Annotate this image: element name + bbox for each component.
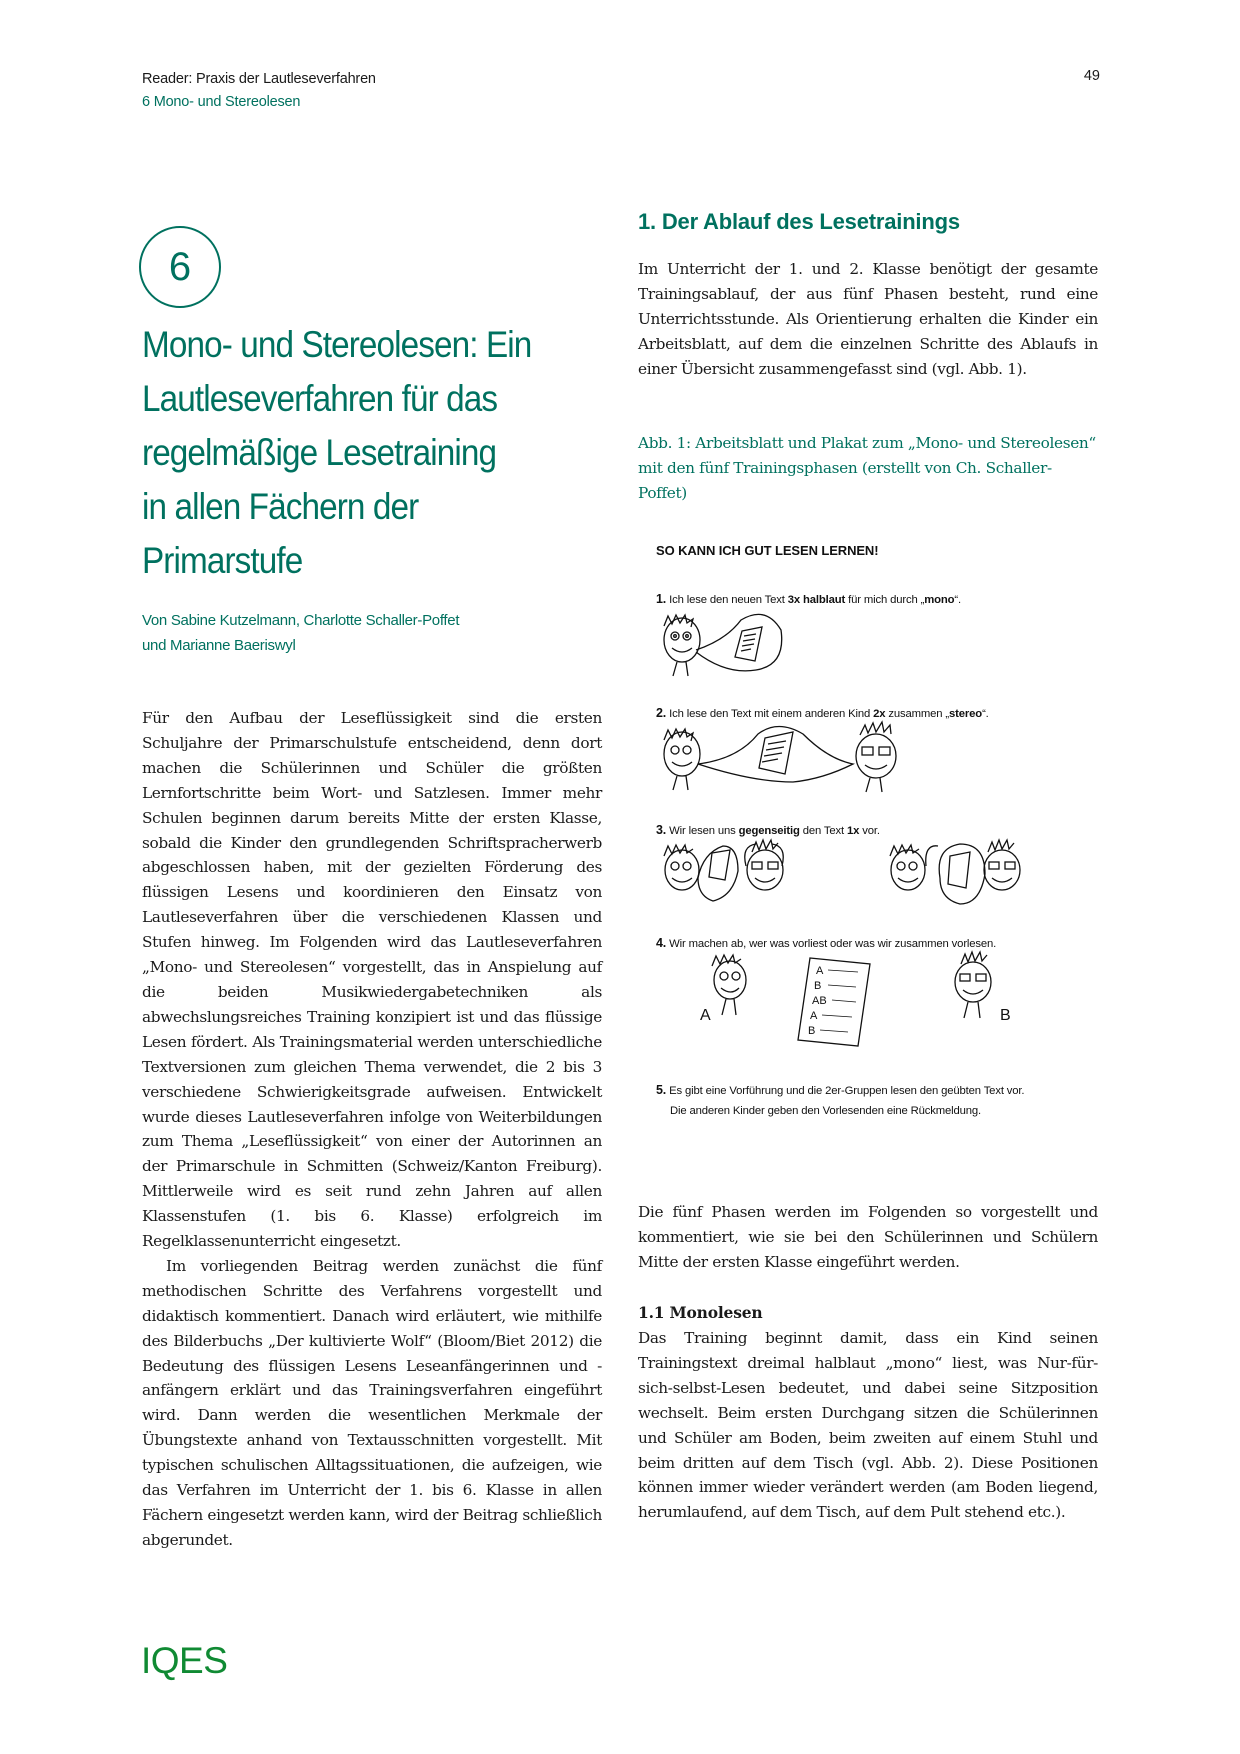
- figure-caption: Abb. 1: Arbeitsblatt und Plakat zum „Mono- und Stereolesen“ mit den fünf Trainingsphasen (erstellt von Ch. Schaller-Poffet): [638, 434, 1096, 502]
- phases-intro-paragraph: Die fünf Phasen werden im Folgenden so vorgestellt und kommentiert, wie sie bei den Schülerinnen und Schülern Mitte der ersten Klasse eingeführt werden.: [638, 1203, 1098, 1271]
- page-number: 49: [1083, 68, 1100, 84]
- worksheet-step-4: 4. Wir machen ab, wer was vorliest oder was wir zusammen vorlesen.: [656, 936, 997, 950]
- section-heading: 1. Der Ablauf des Lesetrainings: [638, 209, 960, 234]
- title-line: Primarstufe: [142, 540, 303, 581]
- running-title: Reader: Praxis der Lautleseverfahren: [142, 71, 376, 87]
- chapter-number-badge: [139, 226, 221, 308]
- article-title: [142, 318, 610, 588]
- sheet-row-label: AB: [812, 995, 827, 1007]
- child-label-b: B: [1000, 1007, 1011, 1024]
- child-label-a: A: [700, 1007, 711, 1024]
- authors-byline: [142, 608, 582, 658]
- speech-bubble-icon: [698, 846, 738, 901]
- sheet-row-label: A: [816, 965, 824, 977]
- sheet-row-label: B: [814, 980, 822, 992]
- running-chapter-label: 6 Mono- und Stereolesen: [142, 94, 301, 110]
- worksheet-step-1: 1. Ich lese den neuen Text 3x halblaut für mich durch „mono“.: [656, 592, 961, 606]
- overview-paragraph: Im vorliegenden Beitrag werden zunächst die fünf methodischen Schritte des Verfahrens vorgestellt und didaktisch kommentiert. Danach wird erläutert, wie mithilfe des Bilderbuchs „Der kultivierte Wolf“ (Bloom/Biet 2012) die Bedeutung des flüssigen Lesens Leseanfängerinnen und -anfängern erklärt und das Trainingsverfahren eingeführt wird. Dann werden die wesentlichen Merkmale der Übungstexte anhand von Textausschnitten vorgestellt. Mit typischen schulischen Alltagssituationen, die aufzeigen, wie das Verfahren im Unterricht der 1. bis 6. Klasse in allen Fächern eingesetzt werden kann, wird der Beitrag schließlich abgerundet.: [142, 1256, 602, 1549]
- text-sheet-icon: [759, 732, 793, 774]
- worksheet-step-2: 2. Ich lese den Text mit einem anderen Kind 2x zusammen „stereo“.: [656, 706, 989, 720]
- stereo-reading-illustration: [650, 720, 950, 815]
- worksheet-step-5-line-2: Die anderen Kinder geben den Vorlesenden eine Rückmeldung.: [670, 1105, 981, 1117]
- sheet-row-label: B: [808, 1025, 816, 1037]
- running-header: [142, 68, 376, 114]
- title-line: in allen Fächern der: [142, 486, 419, 527]
- worksheet-step-5: 5. Es gibt eine Vorführung und die 2er-Gruppen lesen den geübten Text vor.: [656, 1083, 1025, 1097]
- listening-ear-icon: [926, 846, 938, 866]
- subsection-heading: 1.1 Monolesen: [638, 1303, 763, 1322]
- authors-line: und Marianne Baeriswyl: [142, 637, 296, 654]
- sheet-row-label: A: [810, 1010, 818, 1022]
- iqes-logo: IQES: [141, 1640, 228, 1681]
- section-intro-paragraph: Im Unterricht der 1. und 2. Klasse benötigt der gesamte Trainingsablauf, der aus fünf Phasen besteht, rund eine Unterrichtsstunde. Als Orientierung erhalten die Kinder ein Arbeitsblatt, auf dem die einzelnen Schritte des Ablaufs in einer Übersicht zusammengefasst sind (vgl. Abb. 1).: [638, 260, 1098, 378]
- title-line: regelmäßige Lesetraining: [142, 432, 497, 473]
- intro-paragraph: Für den Aufbau der Leseflüssigkeit sind die ersten Schuljahre der Primarschulstufe entscheidend, denn dort machen die Schülerinnen und Schüler die größten Lernfortschritte beim Wort- und Satzlesen. Immer mehr Schulen beginnen darum bereits Mitte der ersten Klasse, sobald die Kinder den grundlegenden Schriftspracherwerb abgeschlossen haben, mit der gezielten Förderung des flüssigen Lesens und koordinieren den Einsatz von Lautleseverfahren über die verschiedenen Klassen und Stufen hinweg. Im Folgenden wird das Lautleseverfahren „Mono- und Stereolesen“ vorgestellt, das in Anspielung auf die beiden Musikwiedergabetechniken als abwechslungsreiches Training konzipiert ist und das flüssige Lesen fördert. Als Trainingsmaterial werden unterschiedliche Textversionen zum gleichen Thema verwendet, die 2 bis 3 verschiedene Schwierigkeitsgrade aufweisen. Entwickelt wurde dieses Lautleseverfahren infolge von Weiterbildungen zum Thema „Leseflüssigkeit“ von einer der Autorinnen an der Primarschule in Schmitten (Schweiz/Kanton Freiburg). Mittlerweile wird es seit rund zehn Jahren auf allen Klassenstufen (1. bis 6. Klasse) erfolgreich im Regelklassenunterricht eingesetzt.: [142, 709, 602, 1251]
- authors-line: Von Sabine Kutzelmann, Charlotte Schaller-Poffet: [142, 612, 460, 629]
- text-sheet-icon: [735, 627, 762, 661]
- worksheet-step-3: 3. Wir lesen uns gegenseitig den Text 1x vor.: [656, 823, 880, 837]
- role-assignment-illustration: [650, 950, 1100, 1050]
- worksheet-figure: [650, 540, 1100, 1170]
- title-line: Mono- und Stereolesen: Ein: [142, 324, 532, 365]
- worksheet-title: SO KANN ICH GUT LESEN LERNEN!: [656, 543, 879, 558]
- title-line: Lautleseverfahren für das: [142, 378, 498, 419]
- mono-reading-illustration: [650, 606, 850, 706]
- chapter-number: 6: [168, 244, 192, 289]
- child-b-hair-icon: [860, 722, 891, 735]
- left-body-text: [142, 706, 602, 1553]
- mutual-reading-illustration: [650, 838, 1100, 918]
- monolesen-paragraph: Das Training beginnt damit, dass ein Kind seinen Trainingstext dreimal halblaut „mono“ liest, was Nur-für-sich-selbst-Lesen bedeutet, und dabei seine Sitzposition wechselt. Beim ersten Durchgang sitzen die Schülerinnen und Schüler am Boden, beim zweiten auf einem Stuhl und beim dritten auf dem Tisch (vgl. Abb. 2). Diese Positionen können immer wieder verändert werden (am Boden liegend, herumlaufend, auf dem Tisch, auf dem Pult stehend etc.).: [638, 1329, 1098, 1522]
